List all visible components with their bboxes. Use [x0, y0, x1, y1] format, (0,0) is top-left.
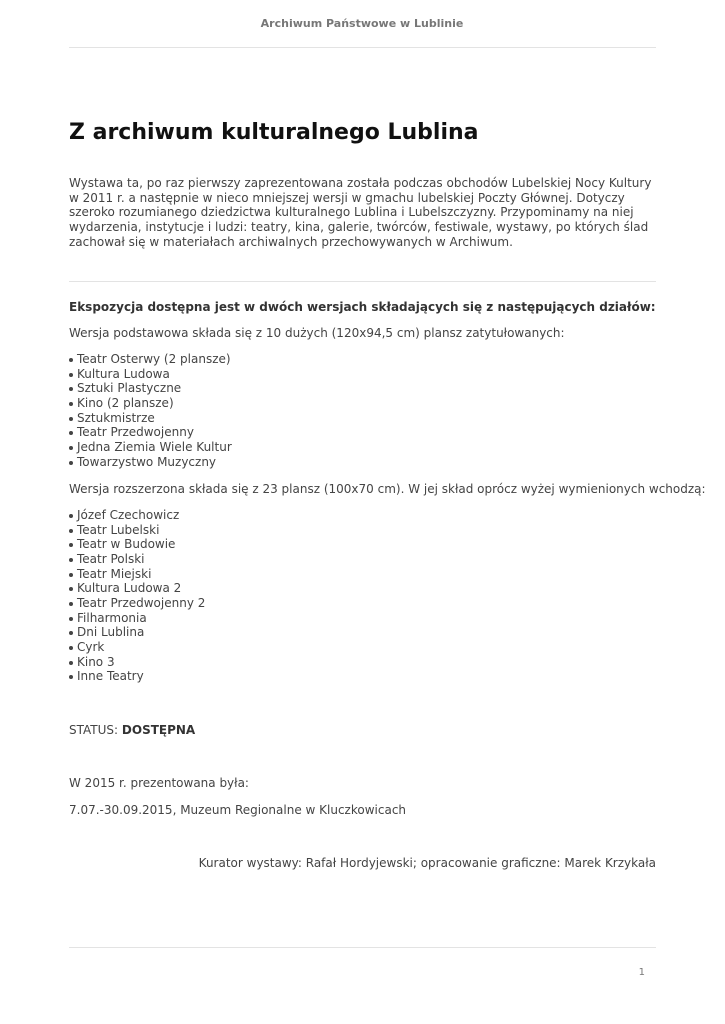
- section-heading: Ekspozycja dostępna jest w dwóch wersjach składających się z następujących działów:: [69, 300, 656, 314]
- page-title: Z archiwum kulturalnego Lublina: [69, 120, 479, 145]
- credits: Kurator wystawy: Rafał Hordyjewski; opracowanie graficzne: Marek Krzykała: [198, 856, 656, 870]
- list-item: Sztukmistrze: [69, 411, 232, 426]
- list-item: Dni Lublina: [69, 625, 205, 640]
- page-number: 1: [638, 967, 645, 978]
- list-item: Teatr Osterwy (2 plansze): [69, 352, 232, 367]
- list-item: Cyrk: [69, 640, 205, 655]
- status-label: STATUS:: [69, 723, 119, 737]
- list-item: Sztuki Plastyczne: [69, 381, 232, 396]
- status-line: [69, 723, 195, 737]
- list-item: Kultura Ludowa: [69, 367, 232, 382]
- list-item: Teatr w Budowie: [69, 537, 205, 552]
- list-item: Jedna Ziemia Wiele Kultur: [69, 440, 232, 455]
- page-header: Archiwum Państwowe w Lublinie: [260, 17, 464, 30]
- list-item: Kultura Ludowa 2: [69, 581, 205, 596]
- header-divider: [69, 47, 656, 48]
- list-item: Towarzystwo Muzyczny: [69, 455, 232, 470]
- list-item: Józef Czechowicz: [69, 508, 205, 523]
- extended-version-intro: Wersja rozszerzona składa się z 23 plansz (100x70 cm). W jej skład oprócz wyżej wymienionych wchodzą:: [69, 482, 706, 496]
- presented-label: W 2015 r. prezentowana była:: [69, 776, 249, 790]
- list-item: Teatr Miejski: [69, 567, 205, 582]
- basic-version-intro: Wersja podstawowa składa się z 10 dużych (120x94,5 cm) plansz zatytułowanych:: [69, 326, 565, 340]
- intro-paragraph: Wystawa ta, po raz pierwszy zaprezentowana została podczas obchodów Lubelskiej Nocy Kultury w 2011 r. a następnie w nieco mniejszej wersji w gmachu lubelskiej Poczty Głównej. Dotyczy szeroko rozumianego dziedzictwa kulturalnego Lublina i Lubelszczyzny. Przypominamy na niej wydarzenia, instytucje i ludzi: teatry, kina, galerie, twórców, festiwale, wystawy, po których ślad zachował się w materiałach archiwalnych przechowywanych w Archiwum.: [69, 176, 652, 249]
- list-item: Filharmonia: [69, 611, 205, 626]
- list-item: Teatr Lubelski: [69, 523, 205, 538]
- list-item: Kino (2 plansze): [69, 396, 232, 411]
- basic-version-list: [69, 352, 232, 469]
- extended-version-list: [69, 508, 205, 684]
- presented-event: 7.07.-30.09.2015, Muzeum Regionalne w Kluczkowicach: [69, 803, 407, 817]
- status-badge: DOSTĘPNA: [121, 723, 196, 737]
- footer-divider: [69, 947, 656, 948]
- list-item: Teatr Polski: [69, 552, 205, 567]
- list-item: Kino 3: [69, 655, 205, 670]
- list-item: Inne Teatry: [69, 669, 205, 684]
- section-divider: [69, 281, 656, 282]
- list-item: Teatr Przedwojenny: [69, 425, 232, 440]
- list-item: Teatr Przedwojenny 2: [69, 596, 205, 611]
